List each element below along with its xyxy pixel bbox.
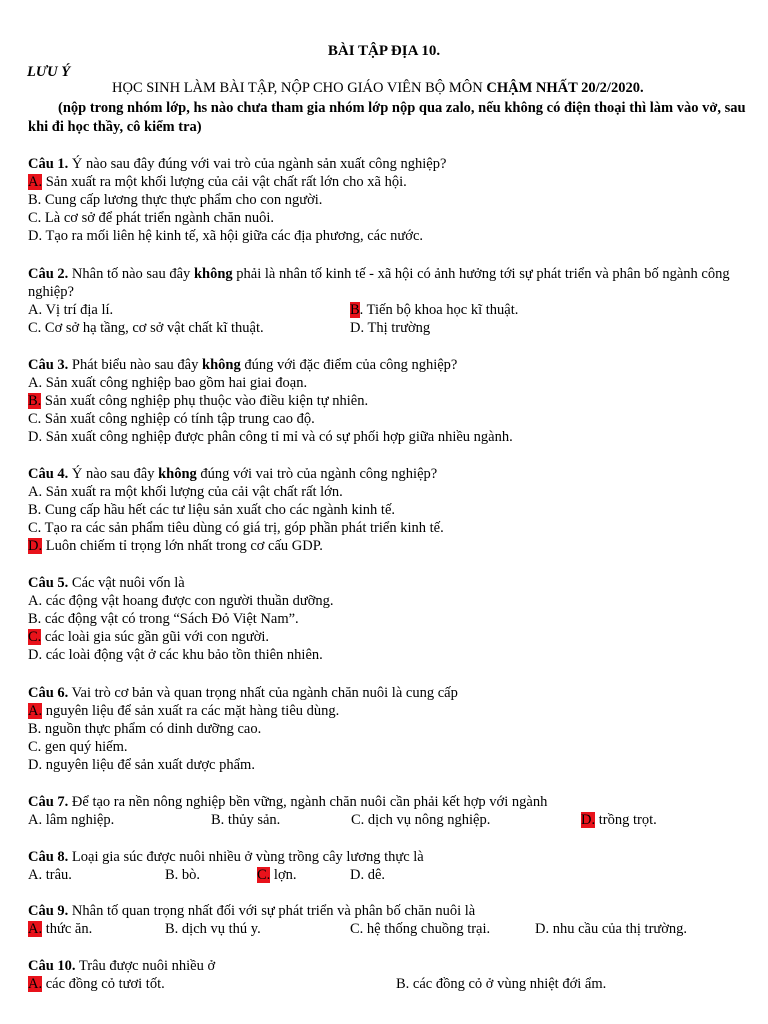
- answer-row: [28, 920, 748, 938]
- answer-text: trồng trọt.: [598, 812, 657, 828]
- answer-option: [28, 756, 748, 774]
- answer-option: [28, 501, 748, 519]
- answer-option: [28, 374, 748, 392]
- answer-text: trâu.: [45, 867, 72, 883]
- answer-letter-highlighted: B: [350, 302, 360, 318]
- question-text: Nhân tố quan trọng nhất đối với sự phát triển và phân bố chăn nuôi là: [71, 903, 476, 919]
- answer-letter: B.: [396, 976, 410, 992]
- answer-option: [535, 920, 687, 938]
- answer-option: [28, 227, 748, 245]
- answer-option: [350, 301, 518, 319]
- answer-text: Sản xuất ra một khối lượng của cải vật chất rất lớn cho xã hội.: [45, 174, 407, 190]
- question-text: Phát biểu nào sau đây: [71, 357, 202, 373]
- question-label: Câu 3.: [28, 357, 69, 373]
- answer-letter-highlighted: D.: [581, 812, 596, 828]
- question-10: [28, 957, 748, 993]
- question-stem: [28, 265, 748, 301]
- answer-letter: B.: [165, 921, 179, 937]
- instruction-deadline: CHẬM NHẤT 20/2/2020.: [486, 80, 644, 96]
- answer-text: Sản xuất ra một khối lượng của cải vật chất rất lớn.: [45, 484, 343, 500]
- answer-letter: B.: [28, 502, 42, 518]
- answer-letter: C.: [351, 812, 365, 828]
- answer-letter-highlighted: A.: [28, 976, 43, 992]
- question-text: Nhân tố nào sau đây: [71, 266, 194, 282]
- answer-text: nguồn thực phẩm có dinh dưỡng cao.: [44, 721, 262, 737]
- question-text: Loại gia súc được nuôi nhiều ở vùng trồng cây lương thực là: [71, 849, 424, 865]
- answer-letter: B.: [28, 611, 42, 627]
- question-3: [28, 356, 748, 446]
- answer-letter-highlighted: C.: [257, 867, 271, 883]
- question-keyword: không: [193, 266, 233, 282]
- question-text: Ý nào sau đây đúng với vai trò của ngành sản xuất công nghiệp?: [71, 156, 447, 172]
- answer-option: [396, 975, 606, 993]
- answer-text: Cơ sở hạ tầng, cơ sở vật chất kĩ thuật.: [44, 320, 264, 336]
- answer-option: [165, 920, 261, 938]
- answer-text: bò.: [181, 867, 201, 883]
- answer-letter: B.: [211, 812, 225, 828]
- question-label: Câu 6.: [28, 685, 69, 701]
- answer-text: Tạo ra các sản phẩm tiêu dùng có giá trị, góp phần phát triển kinh tế.: [44, 520, 444, 536]
- answer-option: [28, 519, 748, 537]
- answer-text: nguyên liệu để sản xuất ra các mặt hàng tiêu dùng.: [45, 703, 340, 719]
- answer-letter: A.: [28, 867, 43, 883]
- answer-option: [581, 811, 657, 829]
- page-title: BÀI TẬP ĐỊA 10.: [327, 43, 441, 59]
- answer-letter-highlighted: B.: [28, 393, 42, 409]
- answer-letter: D.: [28, 647, 43, 663]
- question-text: Để tạo ra nền nông nghiệp bền vững, ngành chăn nuôi cần phải kết hợp với ngành: [71, 794, 548, 810]
- question-stem: [28, 957, 748, 975]
- answer-text: Cung cấp hầu hết các tư liệu sản xuất cho các ngành kinh tế.: [44, 502, 396, 518]
- question-stem: [28, 574, 748, 592]
- question-2: [28, 265, 748, 337]
- answer-row: [28, 866, 748, 884]
- answer-text: gen quý hiếm.: [44, 739, 128, 755]
- question-stem: [28, 848, 748, 866]
- answer-option: [211, 811, 280, 829]
- answer-text: Cung cấp lương thực thực phẩm cho con người.: [44, 192, 323, 208]
- question-7: [28, 793, 748, 829]
- answer-option: [257, 866, 297, 884]
- answer-option: [28, 811, 114, 829]
- answer-letter: D.: [28, 757, 43, 773]
- answer-option: [165, 866, 200, 884]
- question-text: Các vật nuôi vốn là: [71, 575, 185, 591]
- answer-option: [350, 319, 430, 337]
- answer-row: [28, 811, 748, 829]
- question-keyword: không: [158, 466, 197, 482]
- question-4: [28, 465, 748, 555]
- answer-letter: D.: [350, 320, 365, 336]
- answer-row: [28, 319, 748, 337]
- answer-letter: C.: [350, 921, 364, 937]
- answer-text: thức ăn.: [45, 921, 93, 937]
- question-label: Câu 1.: [28, 156, 69, 172]
- answer-option: [28, 920, 92, 938]
- answer-text: các động vật hoang được con người thuần dưỡng.: [45, 593, 334, 609]
- question-stem: [28, 465, 748, 483]
- instruction-note: (nộp trong nhóm lớp, hs nào chưa tham gia nhóm lớp nộp qua zalo, nếu không có điện thoại thì làm vào vở, sau khi đi học thầy, cô kiểm tra): [28, 100, 746, 135]
- answer-option: [28, 191, 748, 209]
- answer-letter: A.: [28, 484, 43, 500]
- answer-option: [28, 702, 748, 720]
- answer-option: [28, 610, 748, 628]
- question-6: [28, 684, 748, 774]
- answer-letter: C.: [28, 210, 42, 226]
- question-label: Câu 2.: [28, 266, 69, 282]
- question-label: Câu 10.: [28, 958, 76, 974]
- question-8: [28, 848, 748, 884]
- question-text: Trâu được nuôi nhiều ở: [78, 958, 216, 974]
- answer-letter-highlighted: C.: [28, 629, 42, 645]
- answer-option: [28, 537, 748, 555]
- question-text: Ý nào sau đây: [71, 466, 159, 482]
- question-label: Câu 8.: [28, 849, 69, 865]
- question-text: phải là nhân tố kinh tế - xã hội có ảnh hưởng tới sự phát triển và phân bố ngành công nghiệp?: [28, 266, 730, 300]
- answer-text: . Tiến bộ khoa học kĩ thuật.: [359, 302, 519, 318]
- answer-option: [351, 811, 490, 829]
- question-label: Câu 7.: [28, 794, 69, 810]
- answer-text: dịch vụ nông nghiệp.: [367, 812, 491, 828]
- question-label: Câu 9.: [28, 903, 69, 919]
- answer-letter-highlighted: D.: [28, 538, 43, 554]
- answer-text: Thị trường: [367, 320, 431, 336]
- answer-option: [28, 646, 748, 664]
- answer-text: các đồng cỏ ở vùng nhiệt đới ẩm.: [412, 976, 607, 992]
- answer-option: [28, 392, 748, 410]
- question-keyword: không: [202, 357, 241, 373]
- answer-letter: B.: [165, 867, 179, 883]
- answer-text: Vị trí địa lí.: [45, 302, 114, 318]
- question-label: Câu 4.: [28, 466, 69, 482]
- answer-letter: D.: [28, 228, 43, 244]
- answer-text: dê.: [367, 867, 386, 883]
- question-text: đúng với vai trò của ngành công nghiệp?: [196, 466, 438, 482]
- answer-letter: A.: [28, 375, 43, 391]
- note-heading: LƯU Ý: [27, 64, 71, 80]
- question-stem: [28, 684, 748, 702]
- answer-letter-highlighted: A.: [28, 921, 43, 937]
- answer-option: [28, 738, 748, 756]
- answer-letter: B.: [28, 721, 42, 737]
- instruction-text: HỌC SINH LÀM BÀI TẬP, NỘP CHO GIÁO VIÊN BỘ MÔN: [112, 80, 487, 96]
- answer-text: lợn.: [273, 867, 297, 883]
- answer-text: các động vật có trong “Sách Đỏ Việt Nam”.: [44, 611, 299, 627]
- question-9: [28, 902, 748, 938]
- answer-letter: C.: [28, 320, 42, 336]
- answer-option: [28, 592, 748, 610]
- answer-letter: A.: [28, 593, 43, 609]
- answer-text: nhu cầu của thị trường.: [552, 921, 688, 937]
- answer-option: [350, 866, 385, 884]
- answer-option: [28, 628, 748, 646]
- answer-letter: B.: [28, 192, 42, 208]
- answer-text: các loài động vật ở các khu bảo tồn thiên nhiên.: [45, 647, 323, 663]
- answer-option: [28, 866, 72, 884]
- answer-text: Luôn chiếm tỉ trọng lớn nhất trong cơ cấu GDP.: [45, 538, 323, 554]
- answer-text: Là cơ sở để phát triển ngành chăn nuôi.: [44, 210, 275, 226]
- answer-text: lâm nghiệp.: [45, 812, 115, 828]
- answer-text: Sản xuất công nghiệp phụ thuộc vào điều kiện tự nhiên.: [44, 393, 369, 409]
- answer-text: các loài gia súc gần gũi với con người.: [44, 629, 270, 645]
- answer-letter: C.: [28, 739, 42, 755]
- question-text: đúng với đặc điểm của công nghiệp?: [240, 357, 458, 373]
- answer-text: Sản xuất công nghiệp được phân công tỉ mỉ và có sự phối hợp giữa nhiều ngành.: [45, 429, 513, 445]
- answer-option: [28, 975, 165, 993]
- answer-option: [28, 483, 748, 501]
- question-5: [28, 574, 748, 664]
- answer-letter: A.: [28, 812, 43, 828]
- answer-letter: C.: [28, 520, 42, 536]
- question-text: Vai trò cơ bản và quan trọng nhất của ngành chăn nuôi là cung cấp: [71, 685, 458, 701]
- answer-option: [28, 428, 748, 446]
- answer-text: thủy sản.: [227, 812, 281, 828]
- answer-letter: D.: [535, 921, 550, 937]
- question-1: [28, 155, 748, 245]
- question-stem: [28, 155, 748, 173]
- answer-text: dịch vụ thú y.: [181, 921, 261, 937]
- answer-text: hệ thống chuồng trại.: [366, 921, 491, 937]
- answer-letter-highlighted: A.: [28, 174, 43, 190]
- answer-row: [28, 301, 748, 319]
- answer-option: [28, 720, 748, 738]
- answer-option: [28, 173, 748, 191]
- answer-letter: C.: [28, 411, 42, 427]
- answer-letter: A.: [28, 302, 43, 318]
- answer-text: các đồng cỏ tươi tốt.: [45, 976, 165, 992]
- answer-row: [28, 975, 748, 993]
- answer-option: [350, 920, 490, 938]
- instruction-line: [112, 80, 644, 97]
- answer-option: [28, 209, 748, 227]
- question-label: Câu 5.: [28, 575, 69, 591]
- answer-text: Tạo ra mối liên hệ kinh tế, xã hội giữa các địa phương, các nước.: [45, 228, 424, 244]
- question-stem: [28, 356, 748, 374]
- answer-letter: D.: [28, 429, 43, 445]
- answer-text: nguyên liệu để sản xuất dược phẩm.: [45, 757, 255, 773]
- answer-letter-highlighted: A.: [28, 703, 43, 719]
- question-stem: [28, 902, 748, 920]
- answer-option: [28, 319, 264, 337]
- question-stem: [28, 793, 748, 811]
- answer-text: Sản xuất công nghiệp bao gồm hai giai đoạn.: [45, 375, 308, 391]
- answer-option: [28, 410, 748, 428]
- answer-option: [28, 301, 113, 319]
- answer-text: Sản xuất công nghiệp có tính tập trung cao độ.: [44, 411, 315, 427]
- answer-letter: D.: [350, 867, 365, 883]
